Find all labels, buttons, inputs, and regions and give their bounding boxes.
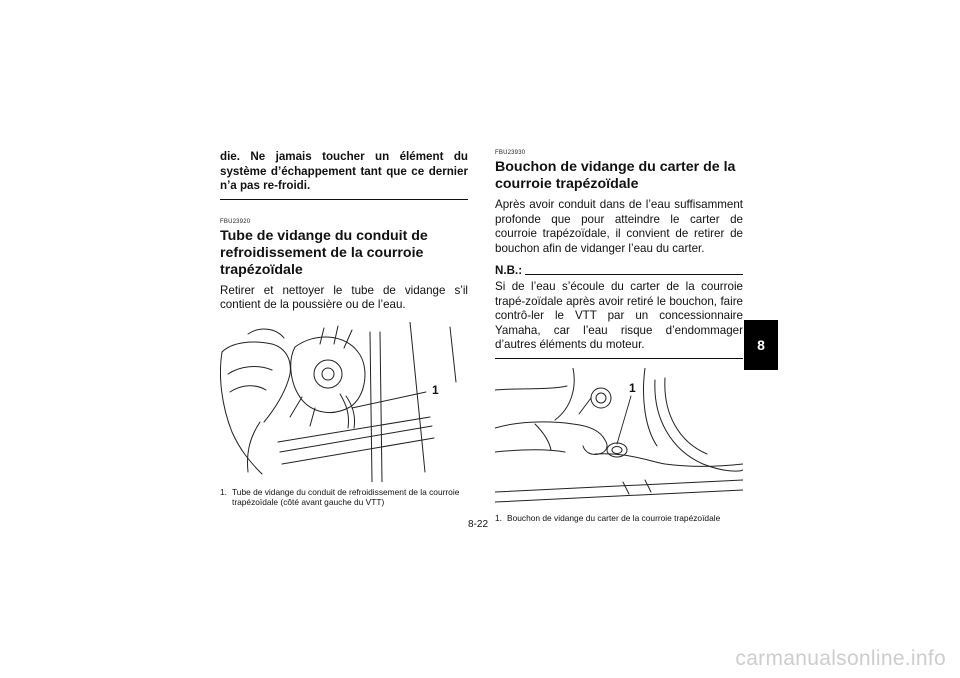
caption-text: Tube de vidange du conduit de refroidissement de la courroie trapézoïdale (côté avant gauche du VTT) [232, 486, 460, 507]
warning-continuation-text: die. Ne jamais toucher un élément du système d’échappement tant que ce dernier n’a pas re-froidi. [220, 150, 468, 192]
caption-text: Bouchon de vidange du carter de la courroie trapézoïdale [507, 512, 721, 523]
section-code: FBU23920 [220, 218, 251, 225]
figure-callout-1: 1 [432, 382, 439, 397]
watermark: carmanualsonline.info [735, 647, 946, 670]
right-column [495, 150, 743, 523]
figure-callout-1: 1 [629, 380, 636, 395]
note-header-rule [525, 274, 743, 275]
warning-end-rule [220, 199, 468, 200]
page-number: 8-22 [468, 519, 489, 530]
section-code: FBU23930 [495, 150, 526, 156]
caption-number: 1. [220, 486, 227, 497]
note-label: N.B.: [495, 264, 523, 277]
note-header [495, 265, 743, 277]
drain-plug-illustration [495, 368, 743, 508]
drain-tube-illustration [220, 322, 468, 482]
section-heading: Tube de vidange du conduit de refroidissement de la courroie trapézoïdale [220, 227, 428, 278]
section-heading: Bouchon de vidange du carter de la courroie trapézoïdale [495, 159, 736, 192]
figure-caption [220, 487, 468, 508]
figure-caption [495, 513, 743, 523]
chapter-tab: 8 [744, 320, 778, 370]
note-text: Si de l’eau s’écoule du carter de la courroie trapé-zoïdale après avoir retiré le bouchon, faire contrô-ler le VTT par un concessionnaire Yamaha, car l’eau risque d’endommager d’autres éléments du moteur. [495, 280, 743, 351]
section-body: Retirer et nettoyer le tube de vidange s’il contient de la poussière ou de l’eau. [220, 283, 468, 311]
left-column [220, 150, 468, 507]
note-end-rule [495, 358, 743, 359]
caption-number: 1. [495, 512, 502, 523]
section-body: Après avoir conduit dans de l’eau suffisamment profonde que pour atteindre le carter de courroie trapézoïdale, il convient de retirer de bouchon afin de vidanger l’eau du carter. [495, 198, 743, 255]
